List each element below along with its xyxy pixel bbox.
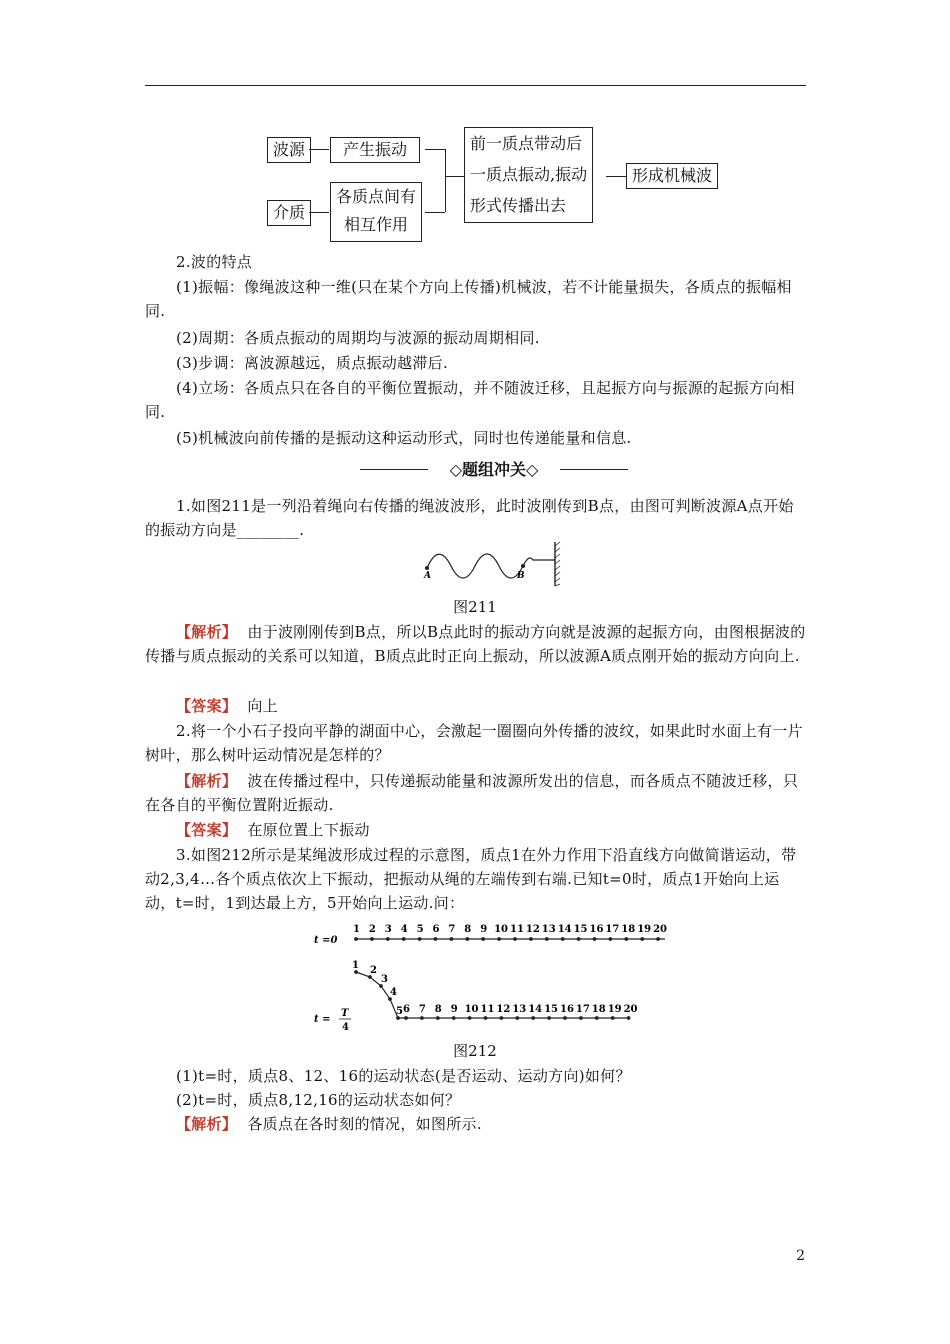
particle-label-tq-3: 3: [381, 974, 388, 985]
analysis-3: [145, 1112, 807, 1136]
answer-1: [145, 694, 807, 718]
particle-label-tq-16: 16: [560, 1004, 574, 1015]
particle-label-tq-7: 7: [418, 1004, 426, 1015]
propagation-line-1: 前一质点带动后: [470, 134, 583, 153]
particle-t0-11: [513, 937, 517, 941]
particle-label-t0-19: 19: [637, 924, 652, 935]
subquestion-2: (2)t=时，质点8,12,16的运动状态如何？: [176, 1091, 461, 1109]
para-amplitude: (1)振幅：像绳波这种一维(只在某个方向上传播)机械波，若不计能量损失，各质点的振幅相同.: [145, 278, 792, 320]
particle-t0-15: [577, 937, 581, 941]
rope-wave: [427, 554, 555, 578]
particle-t0-4: [402, 937, 406, 941]
particle-label-tq-19: 19: [607, 1004, 622, 1015]
particle-label-t0-15: 15: [573, 924, 588, 935]
point-a: [425, 566, 429, 570]
box-mechanical-wave: 形成机械波: [626, 163, 718, 189]
label-period: T: [341, 1008, 349, 1019]
particle-t0-12: [529, 937, 533, 941]
particle-tq-8: [436, 1016, 440, 1020]
particle-t0-14: [561, 937, 565, 941]
particle-tq-6: [404, 1016, 408, 1020]
particle-label-tq-6: 6: [403, 1004, 410, 1015]
analysis-label: 【解析】: [176, 623, 238, 641]
particle-tq-13: [515, 1016, 519, 1020]
para-position: (4)立场：各质点只在各自的平衡位置振动，并不随波迁移，且起振方向与振源的起振方向相同.: [145, 379, 795, 421]
analysis-label: 【解析】: [176, 1115, 238, 1133]
particle-label-t0-16: 16: [589, 924, 604, 935]
para-pace: (3)步调：离波源越远，质点振动越滞后.: [176, 354, 449, 372]
figure-212: [300, 918, 690, 1042]
particle-label-t0-11: 11: [510, 924, 524, 935]
particle-t0-16: [593, 937, 597, 941]
particle-tq-19: [611, 1016, 615, 1020]
label-t: t =: [314, 1014, 331, 1025]
particle-t0-6: [434, 937, 438, 941]
header-rule: [145, 85, 806, 86]
particle-t0-19: [640, 937, 644, 941]
particle-tq-10: [468, 1016, 472, 1020]
particle-label-tq-20: 20: [623, 1004, 638, 1015]
box-wave-source: 波源: [267, 137, 311, 163]
point-b: [521, 564, 525, 568]
analysis-label: 【解析】: [176, 772, 238, 790]
particle-t0-9: [481, 937, 485, 941]
particle-t0-10: [497, 937, 501, 941]
particle-tq-11: [484, 1016, 488, 1020]
page-number: 2: [796, 1248, 805, 1264]
particle-label-t0-2: 2: [368, 924, 376, 935]
answer-2: [145, 818, 807, 842]
analysis-2-text: 波在传播过程中，只传递振动能量和波源所发出的信息，而各质点不随波迁移，只在各自的平衡位置附近振动.: [145, 772, 799, 814]
particle-label-t0-20: 20: [653, 924, 668, 935]
particle-t0-8: [465, 937, 469, 941]
box-vibration: 产生振动: [330, 137, 420, 163]
interaction-line-2: 相互作用: [344, 215, 409, 234]
particle-label-tq-12: 12: [496, 1004, 511, 1015]
particle-label-tq-9: 9: [450, 1004, 458, 1015]
section-heading: [360, 458, 628, 482]
particle-tq-18: [595, 1016, 599, 1020]
caption-211: 图211: [453, 598, 497, 616]
particle-label-t0-3: 3: [384, 924, 392, 935]
particle-label-t0-1: 1: [353, 924, 360, 935]
particle-tq-17: [579, 1016, 583, 1020]
particle-tq-15: [547, 1016, 551, 1020]
particle-label-tq-18: 18: [591, 1004, 606, 1015]
particle-label-t0-9: 9: [480, 924, 488, 935]
particle-label-tq-5: 5: [396, 1006, 403, 1017]
box-propagation: [464, 127, 593, 223]
analysis-2: [145, 769, 807, 817]
particle-label-t0-7: 7: [448, 924, 456, 935]
particle-label-t0-10: 10: [494, 924, 509, 935]
particle-t0-2: [370, 937, 374, 941]
para-period: (2)周期：各质点振动的周期均与波源的振动周期相同.: [176, 329, 540, 347]
particle-label-tq-14: 14: [528, 1004, 543, 1015]
particle-label-tq-1: 1: [352, 960, 359, 971]
particle-t0-13: [545, 937, 549, 941]
particle-t0-1: [354, 937, 358, 941]
particle-t0-5: [418, 937, 422, 941]
box-medium: 介质: [267, 200, 311, 226]
answer-2-text: 在原位置上下振动: [247, 821, 370, 839]
propagation-line-2: 一质点振动,振动: [470, 165, 588, 184]
particle-tq-16: [563, 1016, 567, 1020]
analysis-1-text: 由于波刚刚传到B点，所以B点此时的振动方向就是波源的起振方向，由图根据波的传播与质点振动的关系可以知道，B质点此时正向上振动，所以波源A质点刚开始的振动方向向上.: [145, 623, 806, 665]
particle-label-tq-10: 10: [464, 1004, 479, 1015]
particle-tq-12: [500, 1016, 504, 1020]
particle-label-t0-13: 13: [541, 924, 556, 935]
particle-tq-20: [627, 1016, 631, 1020]
para-propagation: (5)机械波向前传播的是振动这种运动形式，同时也传递能量和信息.: [176, 429, 632, 447]
box-interaction: [330, 182, 422, 242]
particle-t0-3: [386, 937, 390, 941]
particle-label-tq-8: 8: [434, 1004, 442, 1015]
particle-label-t0-5: 5: [416, 924, 424, 935]
propagation-line-3: 形式传播出去: [470, 196, 567, 215]
label-four: 4: [342, 1022, 349, 1033]
particle-t0-20: [656, 937, 660, 941]
particle-label-t0-17: 17: [605, 924, 620, 935]
particle-label-t0-18: 18: [621, 924, 636, 935]
particle-label-t0-6: 6: [432, 924, 440, 935]
particle-label-t0-8: 8: [464, 924, 472, 935]
particle-label-t0-4: 4: [400, 924, 408, 935]
particle-t0-7: [450, 937, 454, 941]
particle-label-tq-13: 13: [512, 1004, 527, 1015]
particle-t0-18: [624, 937, 628, 941]
particle-label-tq-15: 15: [544, 1004, 559, 1015]
label-t0: t =0: [314, 935, 338, 946]
particle-label-t0-12: 12: [525, 924, 540, 935]
particle-tq-9: [452, 1016, 456, 1020]
particle-label-tq-11: 11: [480, 1004, 495, 1015]
figure-211: [415, 540, 565, 590]
particle-label-t0-14: 14: [557, 924, 572, 935]
particle-label-tq-2: 2: [370, 965, 377, 976]
caption-212: 图212: [453, 1042, 497, 1060]
subquestion-1: (1)t=时，质点8、12、16的运动状态(是否运动、运动方向)如何？: [176, 1067, 631, 1085]
particle-label-tq-17: 17: [575, 1004, 590, 1015]
analysis-3-text: 各质点在各时刻的情况，如图所示.: [247, 1115, 482, 1133]
answer-1-text: 向上: [247, 697, 278, 715]
label-a: A: [424, 571, 431, 581]
question-2: 2.将一个小石子投向平静的湖面中心，会激起一圈圈向外传播的波纹，如果此时水面上有一片树叶，那么树叶运动情况是怎样的？: [145, 722, 803, 764]
question-1: 1.如图211是一列沿着绳向右传播的绳波波形，此时波刚传到B点，由图可判断波源A点开始的振动方向是________.: [145, 497, 794, 539]
particle-label-tq-4: 4: [390, 987, 397, 998]
answer-label: 【答案】: [176, 697, 238, 715]
label-b: B: [517, 571, 525, 581]
question-3: 3.如图212所示是某绳波形成过程的示意图，质点1在外力作用下沿直线方向做简谐运动，带动2,3,4…各个质点依次上下振动，把振动从绳的左端传到右端.已知t=0时，质点1开始向上运动，t=时，1到达最上方，5开始向上运动.问：: [145, 846, 797, 912]
particle-tq-7: [420, 1016, 424, 1020]
analysis-1: [145, 620, 807, 668]
particle-t0-17: [609, 937, 613, 941]
answer-label: 【答案】: [176, 821, 238, 839]
interaction-line-1: 各质点间有: [336, 187, 417, 206]
particle-tq-14: [531, 1016, 535, 1020]
para-wave-features: 2.波的特点: [176, 253, 253, 271]
section-title: ◇题组冲关◇: [449, 460, 539, 479]
